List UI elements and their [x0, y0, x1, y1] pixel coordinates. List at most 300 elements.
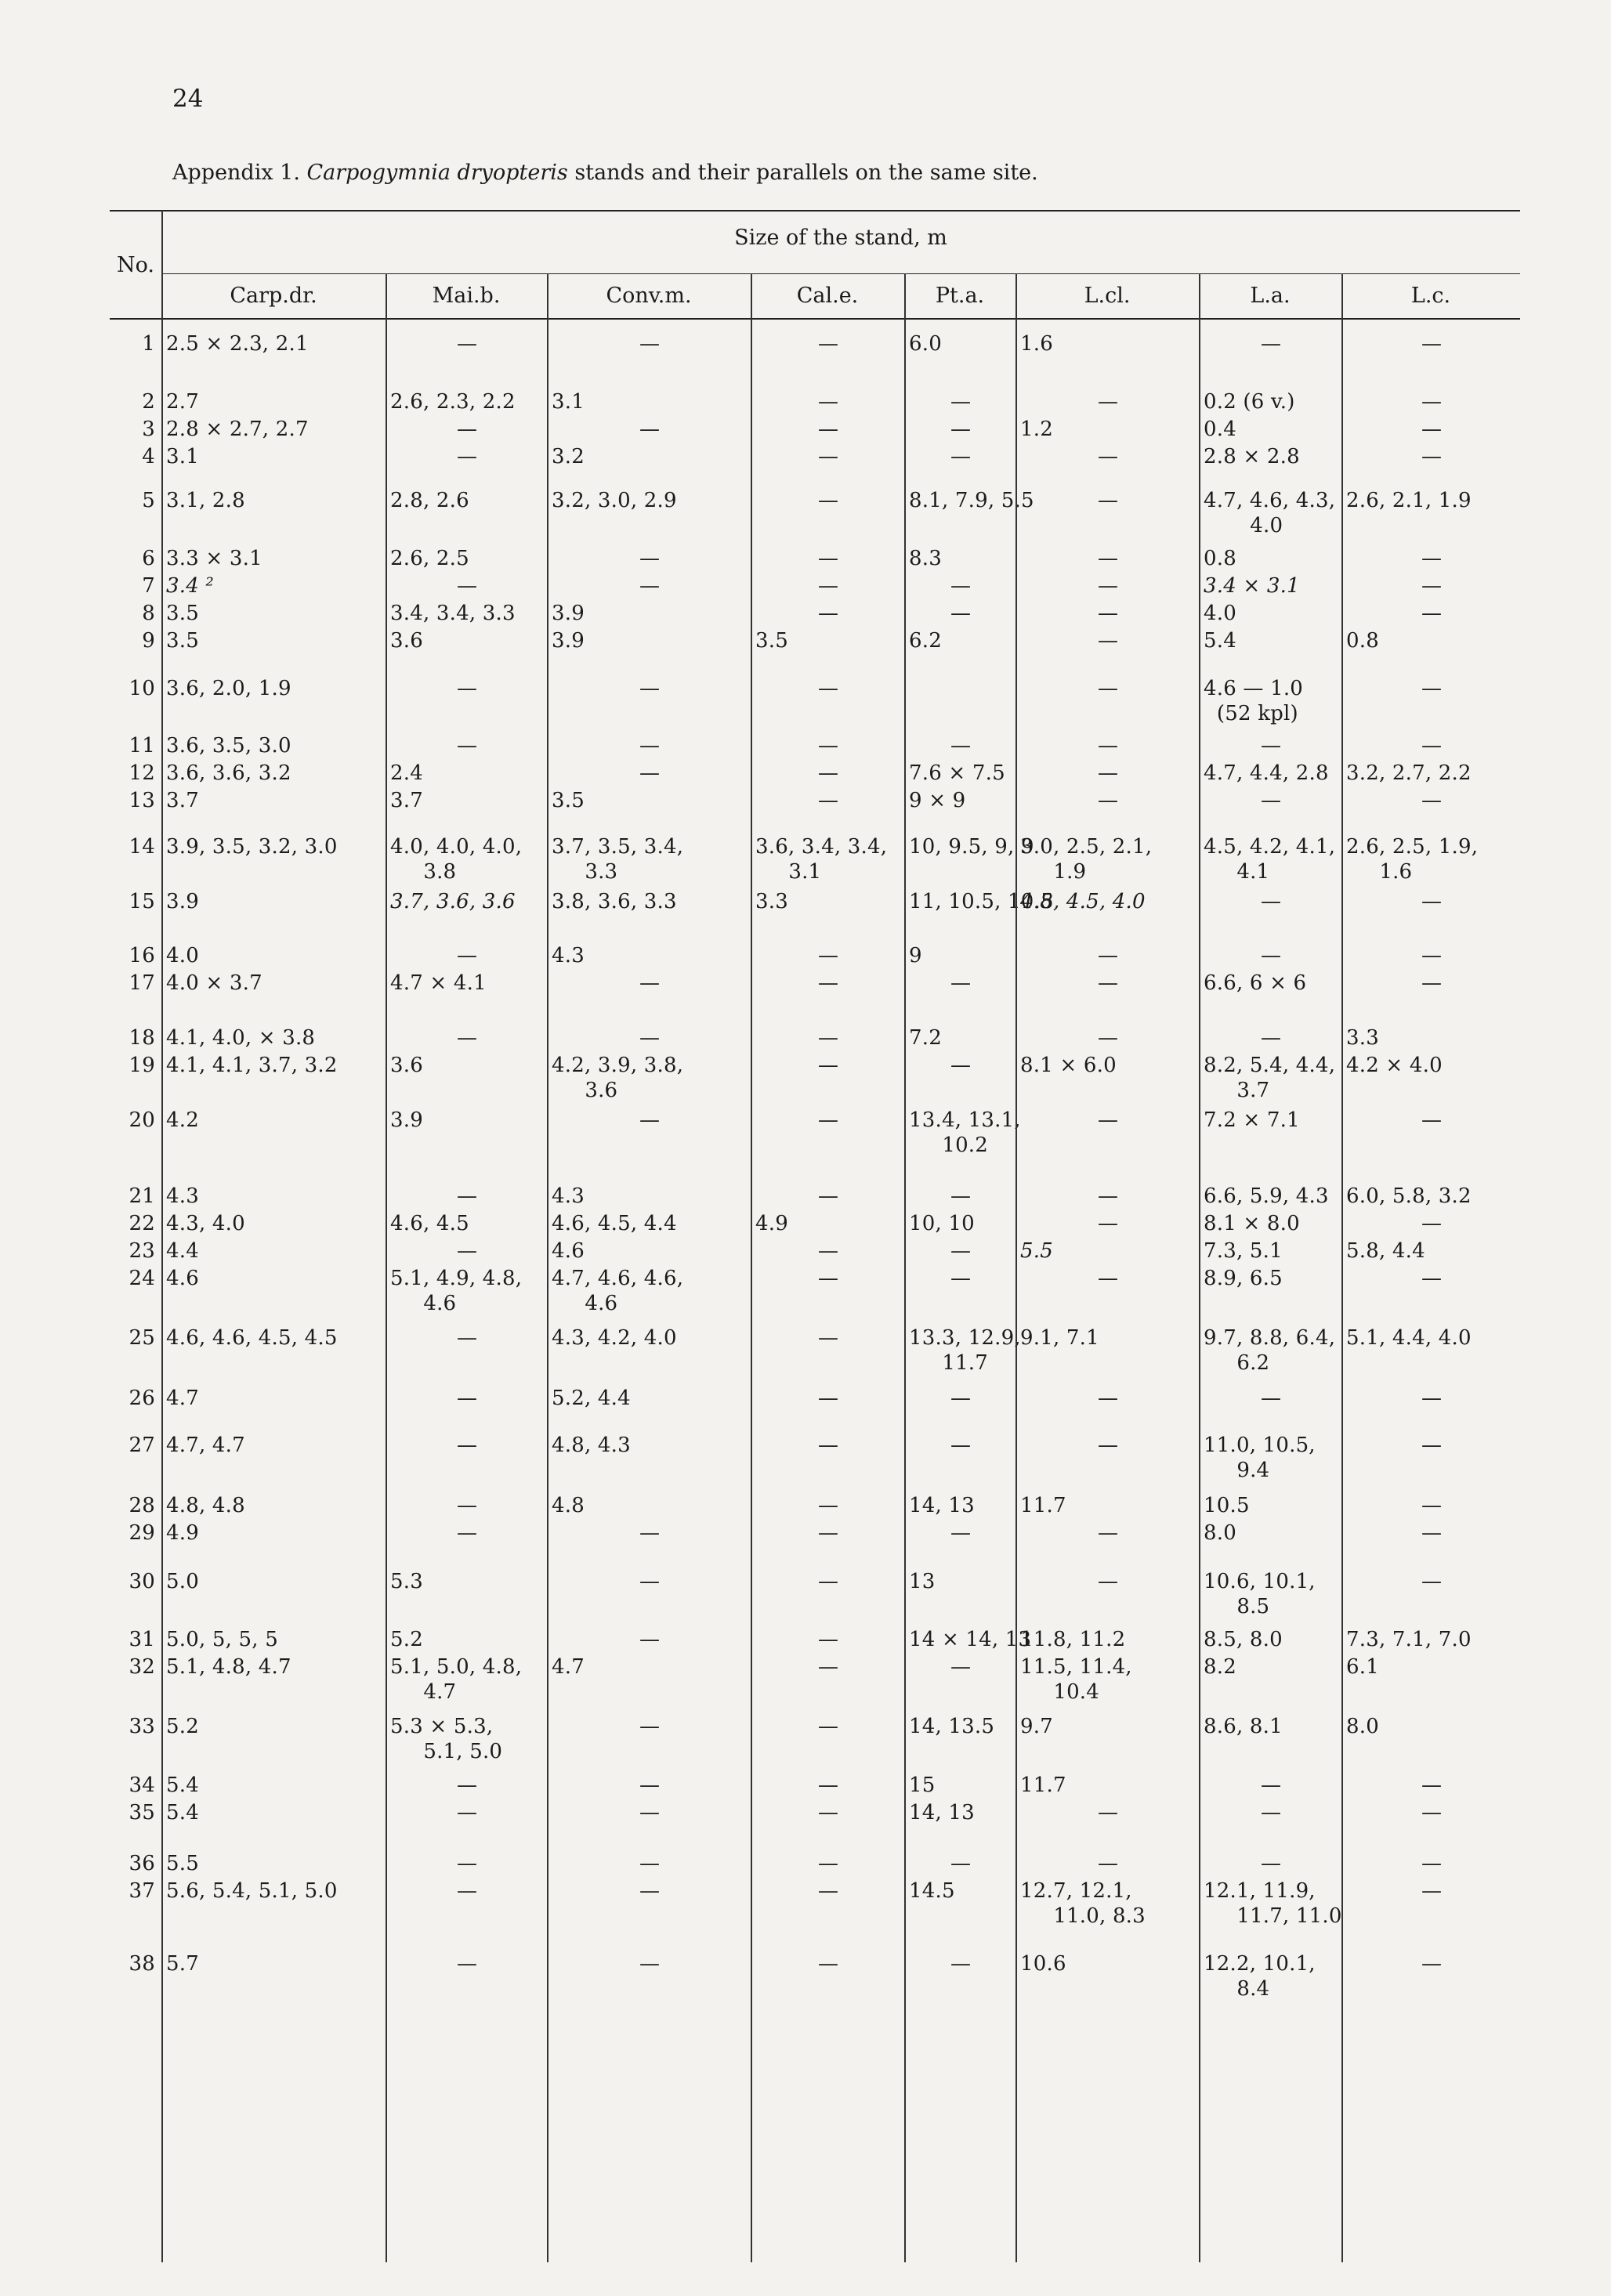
- table-cell: —: [818, 1326, 839, 1350]
- table-cell: —: [950, 971, 972, 995]
- table-cell: 4.1, 4.1, 3.7, 3.2: [166, 1054, 338, 1077]
- table-cell: 0.4: [1204, 418, 1236, 441]
- table-cell: —: [818, 445, 839, 468]
- table-cell: 9 × 9: [909, 789, 966, 812]
- table-cell: —: [1098, 602, 1119, 625]
- table-cell: —: [818, 1434, 839, 1457]
- table-cell: —: [1261, 1774, 1282, 1797]
- table-cell: —: [1098, 1852, 1119, 1875]
- table-cell: 5.6, 5.4, 5.1, 5.0: [166, 1879, 338, 1903]
- table-cell: —: [818, 677, 839, 700]
- table-cell: —: [1098, 1184, 1119, 1208]
- table-cell: 4.0, 4.0, 4.0, 3.8: [390, 835, 523, 884]
- caption-prefix: Appendix 1.: [172, 161, 307, 185]
- table-cell: —: [639, 418, 661, 441]
- table-cell: 4.6: [552, 1239, 585, 1263]
- table-cell: —: [1098, 1434, 1119, 1457]
- table-cell: —: [950, 602, 972, 625]
- table-cell: 0.8: [1204, 547, 1236, 570]
- table-cell: —: [457, 1801, 478, 1824]
- table-cell: 8.9, 6.5: [1204, 1267, 1283, 1290]
- column-rule: [1199, 273, 1200, 2262]
- table-cell: —: [639, 1570, 661, 1593]
- table-cell: 7.2 × 7.1: [1204, 1108, 1300, 1132]
- table-cell: 4.3: [166, 1184, 199, 1208]
- column-rule: [751, 273, 752, 2262]
- table-cell: 5.4: [1204, 629, 1236, 653]
- table-cell: 7.6 × 7.5: [909, 761, 1005, 785]
- table-cell: —: [818, 1628, 839, 1651]
- table-cell: 8.0: [1346, 1715, 1379, 1738]
- table-cell: 11.7: [1020, 1494, 1066, 1517]
- row-number: 26: [129, 1387, 155, 1410]
- column-header: Conv.m.: [606, 284, 692, 308]
- table-cell: —: [1421, 1774, 1443, 1797]
- table-cell: 5.3 × 5.3, 5.1, 5.0: [390, 1715, 503, 1763]
- table-cell: 3.6, 3.6, 3.2: [166, 761, 291, 785]
- table-cell: —: [639, 1715, 661, 1738]
- appendix-table: [110, 210, 1520, 2262]
- table-cell: —: [639, 1521, 661, 1545]
- table-cell: —: [1421, 1494, 1443, 1517]
- table-cell: 3.2: [552, 445, 585, 468]
- row-number: 30: [129, 1570, 155, 1593]
- table-cell: 4.6 — 1.0 (52 kpl): [1204, 677, 1304, 725]
- table-cell: 4.3, 4.0: [166, 1212, 245, 1235]
- row-number: 20: [129, 1108, 155, 1132]
- table-cell: —: [1421, 418, 1443, 441]
- table-cell: —: [818, 1026, 839, 1050]
- table-cell: 3.9: [552, 629, 585, 653]
- table-cell: —: [1421, 1521, 1443, 1545]
- table-cell: 6.6, 5.9, 4.3: [1204, 1184, 1329, 1208]
- table-cell: 3.7, 3.6, 3.6: [390, 890, 516, 913]
- table-cell: 4.7, 4.7: [166, 1434, 245, 1457]
- table-cell: 3.8, 3.6, 3.3: [552, 890, 677, 913]
- row-number: 33: [129, 1715, 155, 1738]
- table-cell: —: [1421, 445, 1443, 468]
- table-cell: —: [950, 1387, 972, 1410]
- table-cell: 14 × 14, 13: [909, 1628, 1032, 1651]
- table-cell: 11.5, 11.4, 10.4: [1020, 1655, 1132, 1704]
- table-cell: —: [950, 418, 972, 441]
- table-cell: 4.0 × 3.7: [166, 971, 262, 995]
- row-number: 11: [129, 734, 155, 757]
- page-number: 24: [172, 85, 204, 113]
- table-cell: 0.8: [1346, 629, 1379, 653]
- table-cell: 3.0, 2.5, 2.1, 1.9: [1020, 835, 1153, 884]
- table-cell: 13.4, 13.1, 10.2: [909, 1108, 1021, 1157]
- table-cell: —: [1421, 1952, 1443, 1976]
- table-cell: 5.1, 4.4, 4.0: [1346, 1326, 1472, 1350]
- row-number: 34: [129, 1774, 155, 1797]
- table-cell: —: [457, 1184, 478, 1208]
- table-cell: —: [1261, 1852, 1282, 1875]
- row-number: 17: [129, 971, 155, 995]
- table-cell: —: [818, 761, 839, 785]
- row-number: 27: [129, 1434, 155, 1457]
- table-cell: —: [1098, 1387, 1119, 1410]
- table-cell: 8.3: [909, 547, 942, 570]
- table-cell: —: [818, 734, 839, 757]
- table-cell: 8.1 × 6.0: [1020, 1054, 1117, 1077]
- table-cell: —: [818, 1774, 839, 1797]
- table-cell: —: [1098, 1026, 1119, 1050]
- table-cell: 3.4 ²: [166, 574, 215, 598]
- table-cell: —: [818, 1801, 839, 1824]
- table-cell: —: [457, 1326, 478, 1350]
- table-top-rule: [110, 210, 1520, 212]
- row-number: 8: [142, 602, 155, 625]
- table-cell: 7.3, 7.1, 7.0: [1346, 1628, 1472, 1651]
- table-cell: 4.7 × 4.1: [390, 971, 487, 995]
- table-cell: —: [1098, 629, 1119, 653]
- table-cell: 4.0: [1204, 602, 1236, 625]
- table-cell: —: [1421, 734, 1443, 757]
- table-cell: 0.2 (6 v.): [1204, 390, 1295, 414]
- table-cell: 5.4: [166, 1774, 199, 1797]
- table-cell: —: [457, 1494, 478, 1517]
- table-cell: —: [639, 677, 661, 700]
- table-cell: —: [950, 390, 972, 414]
- table-cell: 11.0, 10.5, 9.4: [1204, 1434, 1316, 1482]
- column-header: L.c.: [1410, 284, 1451, 308]
- table-cell: 5.7: [166, 1952, 199, 1976]
- table-cell: 3.6: [390, 1054, 423, 1077]
- table-cell: 4.7: [166, 1387, 199, 1410]
- table-cell: —: [1421, 1434, 1443, 1457]
- table-cell: 11.8, 11.2: [1020, 1628, 1126, 1651]
- table-cell: —: [818, 1108, 839, 1132]
- table-cell: —: [818, 1715, 839, 1738]
- table-cell: 8.1 × 8.0: [1204, 1212, 1300, 1235]
- row-number: 28: [129, 1494, 155, 1517]
- table-cell: —: [457, 1521, 478, 1545]
- table-cell: —: [457, 1952, 478, 1976]
- table-cell: —: [639, 1852, 661, 1875]
- table-cell: 12.1, 11.9, 11.7, 11.0: [1204, 1879, 1342, 1928]
- table-cell: 3.2, 2.7, 2.2: [1346, 761, 1472, 785]
- table-cell: 4.5, 4.2, 4.1, 4.1: [1204, 835, 1336, 884]
- table-cell: —: [818, 971, 839, 995]
- table-cell: —: [1098, 971, 1119, 995]
- table-cell: —: [1098, 445, 1119, 468]
- table-cell: —: [639, 1952, 661, 1976]
- column-header: L.cl.: [1084, 284, 1131, 308]
- table-cell: 3.2, 3.0, 2.9: [552, 489, 677, 512]
- table-cell: 2.4: [390, 761, 423, 785]
- table-cell: 4.1, 4.0, × 3.8: [166, 1026, 316, 1050]
- table-cell: 3.6, 3.5, 3.0: [166, 734, 291, 757]
- table-cell: 5.5: [1020, 1239, 1053, 1263]
- table-cell: —: [818, 1054, 839, 1077]
- row-number: 29: [129, 1521, 155, 1545]
- table-cell: 2.8, 2.6: [390, 489, 469, 512]
- table-cell: 4.2: [166, 1108, 199, 1132]
- row-number: 22: [129, 1212, 155, 1235]
- table-cell: —: [1421, 390, 1443, 414]
- table-cell: —: [457, 734, 478, 757]
- table-cell: 6.1: [1346, 1655, 1379, 1679]
- table-cell: 8.2, 5.4, 4.4, 3.7: [1204, 1054, 1336, 1102]
- table-cell: —: [1421, 574, 1443, 598]
- column-rule: [386, 273, 387, 2262]
- table-cell: —: [1421, 1267, 1443, 1290]
- table-cell: 13: [909, 1570, 936, 1593]
- column-header: Mai.b.: [432, 284, 501, 308]
- table-cell: —: [457, 1852, 478, 1875]
- table-cell: —: [457, 1387, 478, 1410]
- column-header: Carp.dr.: [230, 284, 317, 308]
- table-cell: —: [1098, 574, 1119, 598]
- table-cell: 10.5: [1204, 1494, 1250, 1517]
- table-cell: —: [457, 1239, 478, 1263]
- table-cell: —: [1421, 789, 1443, 812]
- table-cell: 4.3, 4.2, 4.0: [552, 1326, 677, 1350]
- table-cell: —: [1421, 677, 1443, 700]
- table-cell: 8.5, 8.0: [1204, 1628, 1283, 1651]
- table-cell: —: [818, 1952, 839, 1976]
- table-cell: —: [1098, 944, 1119, 967]
- table-cell: 3.7: [390, 789, 423, 812]
- table-cell: —: [639, 971, 661, 995]
- table-cell: —: [1098, 1267, 1119, 1290]
- row-number: 19: [129, 1054, 155, 1077]
- table-cell: 5.1, 4.9, 4.8, 4.6: [390, 1267, 523, 1315]
- table-cell: —: [639, 1628, 661, 1651]
- table-cell: 6.6, 6 × 6: [1204, 971, 1307, 995]
- table-cell: —: [950, 445, 972, 468]
- table-cell: 5.0: [166, 1570, 199, 1593]
- table-cell: 3.3: [1346, 1026, 1379, 1050]
- table-cell: —: [1421, 547, 1443, 570]
- table-cell: 4.3: [552, 1184, 585, 1208]
- table-cell: —: [457, 574, 478, 598]
- table-cell: —: [818, 944, 839, 967]
- row-number: 21: [129, 1184, 155, 1208]
- table-cell: —: [1098, 1212, 1119, 1235]
- table-cell: 3.9: [552, 602, 585, 625]
- table-cell: 2.8 × 2.8: [1204, 445, 1300, 468]
- table-cell: 3.4 × 3.1: [1204, 574, 1300, 598]
- table-cell: —: [1261, 332, 1282, 356]
- table-cell: —: [639, 332, 661, 356]
- header-size-group: Size of the stand, m: [734, 226, 947, 250]
- table-cell: 14, 13.5: [909, 1715, 995, 1738]
- header-no: No.: [117, 253, 154, 277]
- table-cell: 3.6, 2.0, 1.9: [166, 677, 291, 700]
- table-cell: 2.6, 2.5, 1.9, 1.6: [1346, 835, 1479, 884]
- row-number: 10: [129, 677, 155, 700]
- table-cell: —: [818, 1387, 839, 1410]
- table-cell: 2.8 × 2.7, 2.7: [166, 418, 309, 441]
- table-cell: —: [950, 1239, 972, 1263]
- table-cell: 4.6: [166, 1267, 199, 1290]
- table-cell: 4.8, 4.5, 4.0: [1020, 890, 1146, 913]
- table-cell: 3.1, 2.8: [166, 489, 245, 512]
- table-cell: 3.7: [166, 789, 199, 812]
- table-cell: —: [1421, 602, 1443, 625]
- table-cell: —: [1421, 890, 1443, 913]
- table-cell: —: [457, 1879, 478, 1903]
- table-cell: 4.3: [552, 944, 585, 967]
- table-cell: —: [818, 547, 839, 570]
- column-rule: [161, 210, 163, 2262]
- row-number: 24: [129, 1267, 155, 1290]
- table-cell: 4.7, 4.4, 2.8: [1204, 761, 1329, 785]
- caption-suffix: stands and their parallels on the same site.: [567, 161, 1038, 185]
- table-cell: 6.0: [909, 332, 942, 356]
- table-cell: 3.6: [390, 629, 423, 653]
- table-cell: 3.5: [552, 789, 585, 812]
- table-cell: 11.7: [1020, 1774, 1066, 1797]
- table-cell: —: [818, 332, 839, 356]
- table-cell: —: [1098, 1570, 1119, 1593]
- table-cell: 3.3 × 3.1: [166, 547, 262, 570]
- table-cell: 4.9: [755, 1212, 788, 1235]
- table-cell: —: [950, 1852, 972, 1875]
- table-cell: —: [1421, 971, 1443, 995]
- table-cell: —: [1098, 489, 1119, 512]
- row-number: 14: [129, 835, 155, 859]
- table-cell: —: [1098, 547, 1119, 570]
- table-cell: —: [1261, 1026, 1282, 1050]
- row-number: 35: [129, 1801, 155, 1824]
- table-cell: 5.1, 5.0, 4.8, 4.7: [390, 1655, 523, 1704]
- table-cell: —: [639, 574, 661, 598]
- table-cell: 1.2: [1020, 418, 1053, 441]
- table-cell: —: [1421, 944, 1443, 967]
- table-cell: —: [639, 1879, 661, 1903]
- table-caption: [172, 161, 1038, 185]
- table-cell: —: [639, 547, 661, 570]
- table-cell: —: [1098, 1108, 1119, 1132]
- table-cell: 6.0, 5.8, 3.2: [1346, 1184, 1472, 1208]
- row-number: 37: [129, 1879, 155, 1903]
- table-cell: —: [950, 1184, 972, 1208]
- row-number: 2: [142, 390, 155, 414]
- table-cell: —: [1098, 677, 1119, 700]
- table-cell: 4.2, 3.9, 3.8, 3.6: [552, 1054, 684, 1102]
- table-cell: 14.5: [909, 1879, 955, 1903]
- row-number: 5: [142, 489, 155, 512]
- row-number: 25: [129, 1326, 155, 1350]
- column-header: L.a.: [1250, 284, 1291, 308]
- table-cell: —: [950, 1521, 972, 1545]
- table-cell: —: [818, 574, 839, 598]
- table-cell: 10, 10: [909, 1212, 975, 1235]
- table-cell: 5.2, 4.4: [552, 1387, 631, 1410]
- table-cell: 3.1: [166, 445, 199, 468]
- table-cell: —: [818, 602, 839, 625]
- table-cell: 5.2: [166, 1715, 199, 1738]
- table-cell: 4.6, 4.5: [390, 1212, 469, 1235]
- table-cell: 15: [909, 1774, 936, 1797]
- table-cell: —: [1098, 1521, 1119, 1545]
- table-cell: —: [1098, 1801, 1119, 1824]
- table-cell: 13.3, 12.9, 11.7: [909, 1326, 1021, 1375]
- row-number: 15: [129, 890, 155, 913]
- table-cell: 4.6, 4.5, 4.4: [552, 1212, 677, 1235]
- row-number: 9: [142, 629, 155, 653]
- table-cell: 3.9, 3.5, 3.2, 3.0: [166, 835, 338, 859]
- table-cell: —: [818, 489, 839, 512]
- table-cell: 11, 10.5, 10.5: [909, 890, 1054, 913]
- row-number: 6: [142, 547, 155, 570]
- table-cell: —: [1421, 332, 1443, 356]
- column-rule: [904, 273, 906, 2262]
- table-cell: 4.7, 4.6, 4.6, 4.6: [552, 1267, 684, 1315]
- table-cell: —: [457, 445, 478, 468]
- table-cell: —: [1098, 390, 1119, 414]
- table-cell: 3.9: [166, 890, 199, 913]
- table-cell: —: [1421, 1852, 1443, 1875]
- table-cell: —: [457, 1774, 478, 1797]
- table-cell: —: [818, 1570, 839, 1593]
- table-cell: 6.2: [909, 629, 942, 653]
- table-cell: —: [818, 390, 839, 414]
- table-cell: —: [457, 944, 478, 967]
- table-cell: —: [1421, 1879, 1443, 1903]
- table-cell: 4.8, 4.3: [552, 1434, 631, 1457]
- row-number: 16: [129, 944, 155, 967]
- table-cell: —: [818, 1655, 839, 1679]
- table-cell: —: [818, 1852, 839, 1875]
- table-cell: —: [1098, 789, 1119, 812]
- table-cell: 4.0: [166, 944, 199, 967]
- row-number: 23: [129, 1239, 155, 1263]
- table-cell: 2.6, 2.5: [390, 547, 469, 570]
- table-cell: —: [950, 1267, 972, 1290]
- table-cell: 9: [909, 944, 922, 967]
- column-header: Pt.a.: [935, 284, 985, 308]
- table-cell: —: [950, 1054, 972, 1077]
- row-number: 3: [142, 418, 155, 441]
- table-cell: —: [818, 1494, 839, 1517]
- table-cell: —: [1261, 1387, 1282, 1410]
- table-cell: 3.5: [166, 629, 199, 653]
- table-cell: 5.5: [166, 1852, 199, 1875]
- table-cell: 7.2: [909, 1026, 942, 1050]
- table-cell: —: [818, 1239, 839, 1263]
- row-number: 32: [129, 1655, 155, 1679]
- table-cell: 10.6: [1020, 1952, 1066, 1976]
- table-cell: 4.8: [552, 1494, 585, 1517]
- table-cell: —: [818, 789, 839, 812]
- table-cell: 4.6, 4.6, 4.5, 4.5: [166, 1326, 338, 1350]
- table-cell: 4.7, 4.6, 4.3, 4.0: [1204, 489, 1336, 537]
- row-number: 7: [142, 574, 155, 598]
- table-cell: 14, 13: [909, 1801, 975, 1824]
- table-cell: 3.9: [390, 1108, 423, 1132]
- table-cell: —: [639, 734, 661, 757]
- table-cell: —: [639, 761, 661, 785]
- row-number: 13: [129, 789, 155, 812]
- table-cell: —: [639, 1774, 661, 1797]
- table-cell: —: [1261, 890, 1282, 913]
- table-cell: 4.4: [166, 1239, 199, 1263]
- column-rule: [547, 273, 548, 2262]
- table-cell: 4.2 × 4.0: [1346, 1054, 1443, 1077]
- table-cell: —: [639, 1801, 661, 1824]
- table-cell: —: [1261, 1801, 1282, 1824]
- table-cell: 1.6: [1020, 332, 1053, 356]
- table-cell: —: [818, 418, 839, 441]
- table-cell: —: [1098, 761, 1119, 785]
- table-cell: 3.7, 3.5, 3.4, 3.3: [552, 835, 684, 884]
- row-number: 36: [129, 1852, 155, 1875]
- table-cell: —: [1421, 1387, 1443, 1410]
